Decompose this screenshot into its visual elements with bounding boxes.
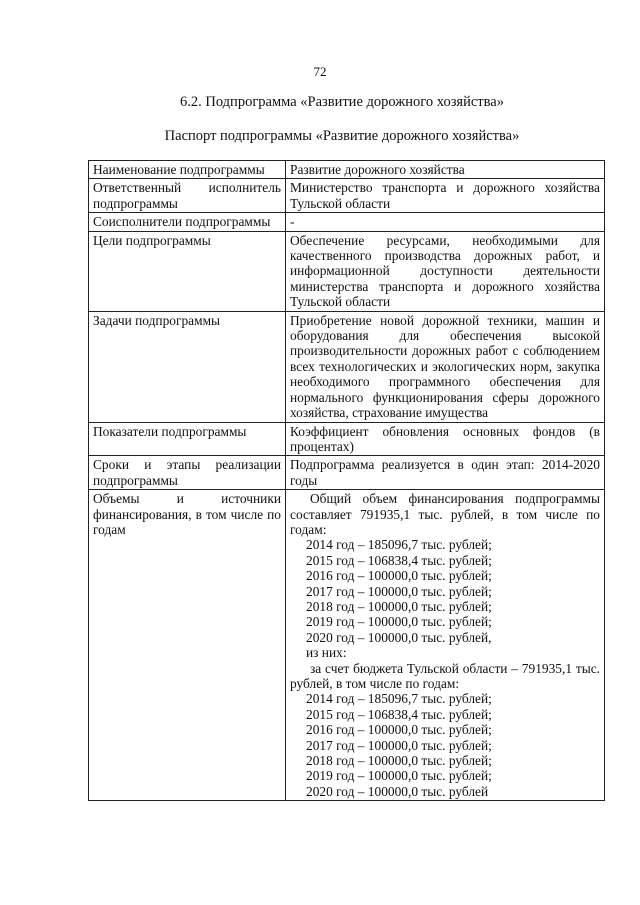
passport-table [88, 160, 605, 801]
year-line: 2015 год – 106838,4 тыс. рублей; [306, 552, 492, 568]
row-label: Показатели подпрограммы [89, 422, 286, 456]
row-label: Сроки и этапы реализации подпрограммы [89, 456, 286, 490]
table-row-financing [89, 490, 605, 801]
budget-intro: за счет бюджета Тульской области – 791935,1 тыс. рублей, в том числе по годам: [290, 660, 600, 691]
of-them-label: из них: [306, 645, 347, 661]
budget-year-line: 2020 год – 100000,0 тыс. рублей [306, 783, 489, 799]
row-value: Подпрограмма реализуется в один этап: 2014-2020 годы [286, 456, 605, 490]
table-row [89, 161, 605, 179]
row-label: Ответственный исполнитель подпрограммы [89, 179, 286, 213]
year-line: 2020 год – 100000,0 тыс. рублей, [306, 629, 492, 645]
row-value: Министерство транспорта и дорожного хозяйства Тульской области [286, 179, 605, 213]
budget-year-line: 2018 год – 100000,0 тыс. рублей; [306, 753, 492, 769]
financing-value [286, 490, 605, 801]
budget-year-line: 2017 год – 100000,0 тыс. рублей; [306, 737, 492, 753]
year-line: 2019 год – 100000,0 тыс. рублей; [306, 614, 492, 630]
table-row [89, 213, 605, 231]
row-label: Цели подпрограммы [89, 231, 286, 311]
row-value: Обеспечение ресурсами, необходимыми для качественного производства дорожных работ, и информационной доступности деятельности министерства транспорта и дорожного хозяйства Тульской области [286, 231, 605, 311]
table-row [89, 456, 605, 490]
row-value: Развитие дорожного хозяйства [286, 161, 605, 179]
row-value: - [286, 213, 605, 231]
budget-year-line: 2014 год – 185096,7 тыс. рублей; [306, 691, 492, 707]
budget-year-line: 2019 год – 100000,0 тыс. рублей; [306, 768, 492, 784]
budget-year-line: 2015 год – 106838,4 тыс. рублей; [306, 706, 492, 722]
row-label: Наименование подпрограммы [89, 161, 286, 179]
table-row [89, 231, 605, 311]
financing-intro: Общий объем финансирования подпрограммы составляет 791935,1 тыс. рублей, в том числе по годам: [290, 491, 600, 537]
row-value: Приобретение новой дорожной техники, машин и оборудования для обеспечения высокой производительности дорожных работ с соблюдением всех технологических и экологических норм, закупка необходимого программного обеспечения для нормального функционирования сферы дорожного хозяйства, страхование имущества [286, 311, 605, 422]
passport-title: Паспорт подпрограммы «Развитие дорожного хозяйства» [164, 128, 520, 144]
row-label: Задачи подпрограммы [89, 311, 286, 422]
page-number: 72 [313, 64, 327, 79]
table-row [89, 422, 605, 456]
year-line: 2016 год – 100000,0 тыс. рублей; [306, 568, 492, 584]
budget-year-line: 2016 год – 100000,0 тыс. рублей; [306, 722, 492, 738]
row-label: Соисполнители подпрограммы [89, 213, 286, 231]
row-value: Коэффициент обновления основных фондов (в процентах) [286, 422, 605, 456]
financing-label: Объемы и источники финансирования, в том числе по годам [89, 490, 286, 801]
year-line: 2018 год – 100000,0 тыс. рублей; [306, 598, 492, 614]
year-line: 2017 год – 100000,0 тыс. рублей; [306, 583, 492, 599]
year-line: 2014 год – 185096,7 тыс. рублей; [306, 537, 492, 553]
section-title: 6.2. Подпрограмма «Развитие дорожного хозяйства» [180, 94, 504, 110]
table-row [89, 311, 605, 422]
table-row [89, 179, 605, 213]
